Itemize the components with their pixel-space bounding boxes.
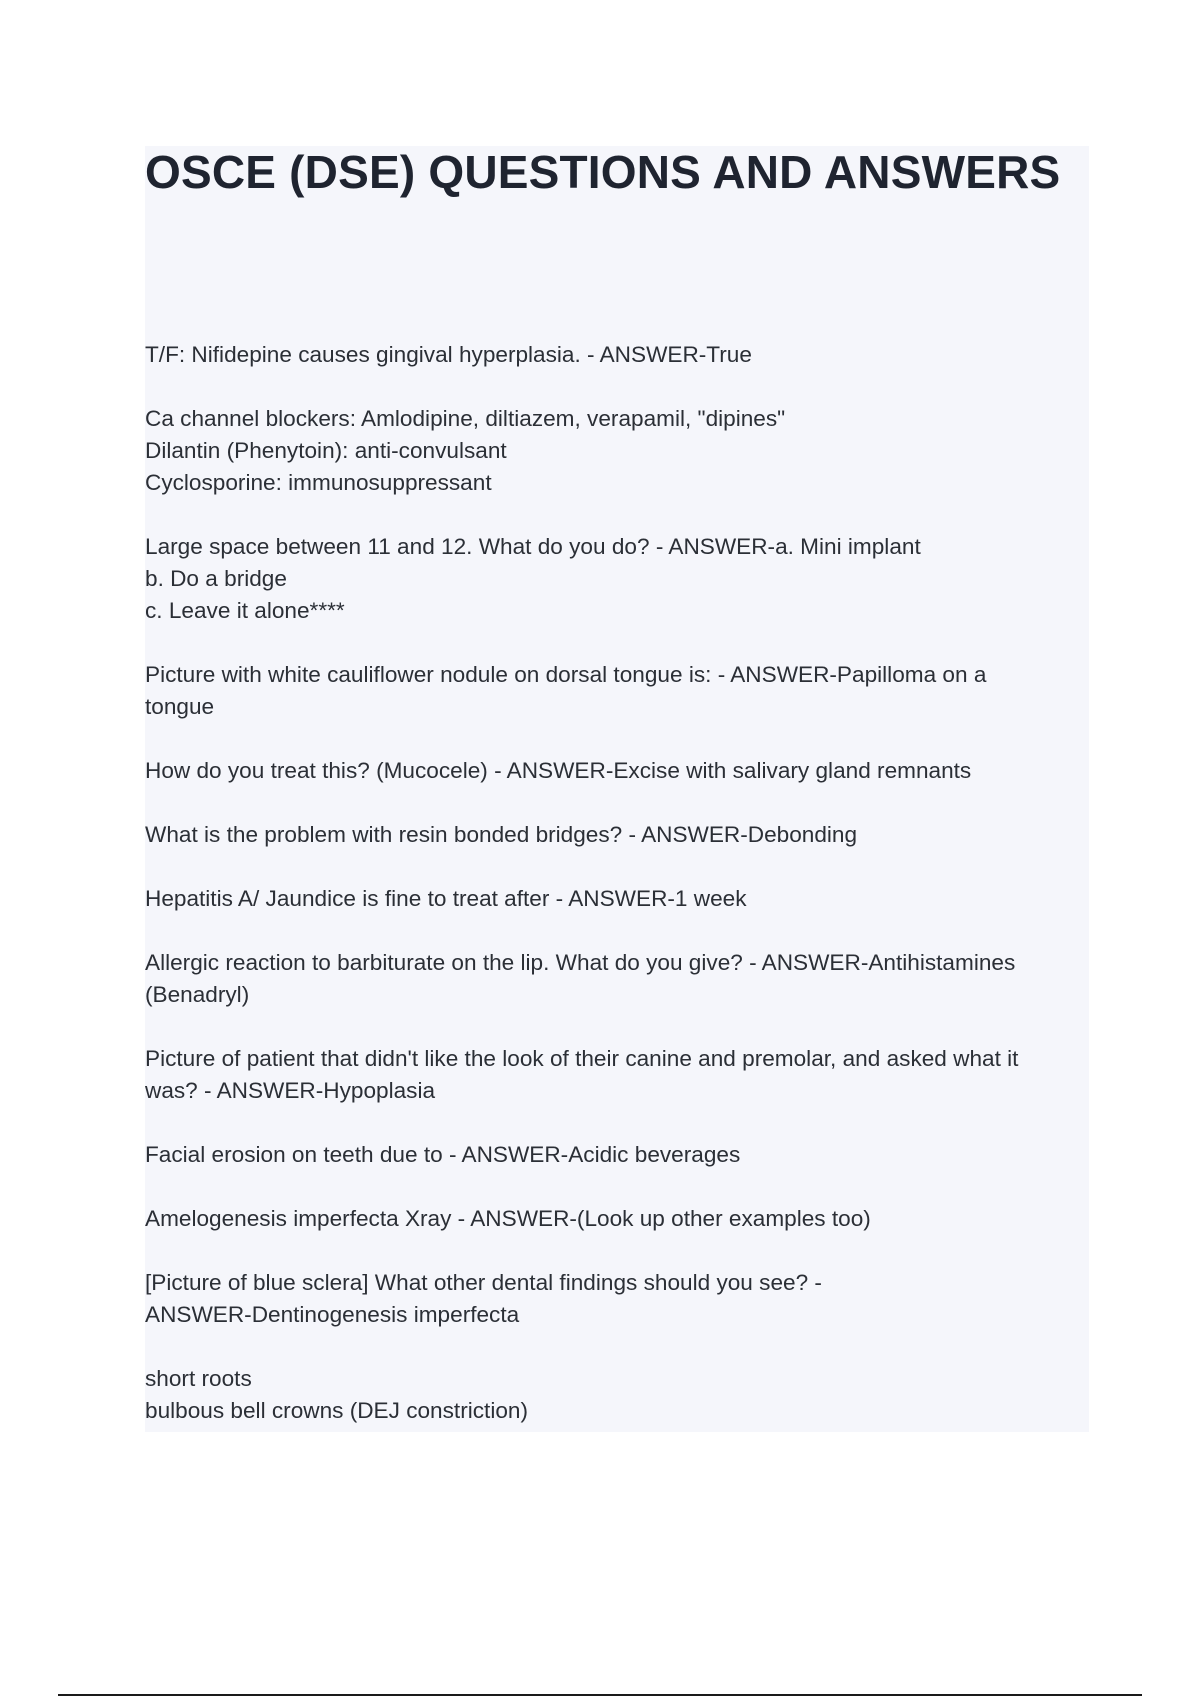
qa-line: [Picture of blue sclera] What other dental findings should you see? -	[145, 1270, 822, 1295]
qa-line: bulbous bell crowns (DEJ constriction)	[145, 1398, 528, 1423]
qa-line: Ca channel blockers: Amlodipine, diltiazem, verapamil, "dipines"	[145, 406, 786, 431]
qa-line: What is the problem with resin bonded bridges? - ANSWER-Debonding	[145, 822, 858, 847]
qa-line: short roots	[145, 1366, 252, 1391]
qa-item	[145, 1043, 1089, 1107]
footer-divider	[58, 1694, 1142, 1696]
qa-line: Amelogenesis imperfecta Xray - ANSWER-(Look up other examples too)	[145, 1206, 871, 1231]
qa-item	[145, 1363, 1089, 1427]
qa-item	[145, 819, 1089, 851]
qa-list	[145, 339, 1089, 1459]
qa-item	[145, 883, 1089, 915]
qa-item	[145, 1139, 1089, 1171]
qa-line: tongue	[145, 694, 215, 719]
qa-item	[145, 1267, 1089, 1331]
qa-line: Hepatitis A/ Jaundice is fine to treat after - ANSWER-1 week	[145, 886, 747, 911]
qa-item	[145, 1203, 1089, 1235]
qa-line: Dilantin (Phenytoin): anti-convulsant	[145, 438, 507, 463]
qa-line: ANSWER-Dentinogenesis imperfecta	[145, 1302, 520, 1327]
qa-item	[145, 755, 1089, 787]
qa-item	[145, 531, 1089, 627]
qa-line: Cyclosporine: immunosuppressant	[145, 470, 492, 495]
qa-line: was? - ANSWER-Hypoplasia	[145, 1078, 436, 1103]
qa-line: How do you treat this? (Mucocele) - ANSWER-Excise with salivary gland remnants	[145, 758, 972, 783]
qa-line: Allergic reaction to barbiturate on the lip. What do you give? - ANSWER-Antihistamines	[145, 950, 1016, 975]
qa-line: Facial erosion on teeth due to - ANSWER-Acidic beverages	[145, 1142, 741, 1167]
qa-line: c. Leave it alone****	[145, 598, 345, 623]
qa-line: Picture with white cauliflower nodule on dorsal tongue is: - ANSWER-Papilloma on a	[145, 662, 987, 687]
qa-line: Picture of patient that didn't like the look of their canine and premolar, and asked what it	[145, 1046, 1019, 1071]
qa-item	[145, 659, 1089, 723]
page-title: OSCE (DSE) QUESTIONS AND ANSWERS	[145, 146, 1061, 198]
qa-item	[145, 403, 1089, 499]
qa-line: (Benadryl)	[145, 982, 250, 1007]
qa-item	[145, 339, 1089, 371]
qa-item	[145, 947, 1089, 1011]
qa-line: b. Do a bridge	[145, 566, 287, 591]
qa-line: Large space between 11 and 12. What do you do? - ANSWER-a. Mini implant	[145, 534, 921, 559]
qa-line: T/F: Nifidepine causes gingival hyperplasia. - ANSWER-True	[145, 342, 752, 367]
